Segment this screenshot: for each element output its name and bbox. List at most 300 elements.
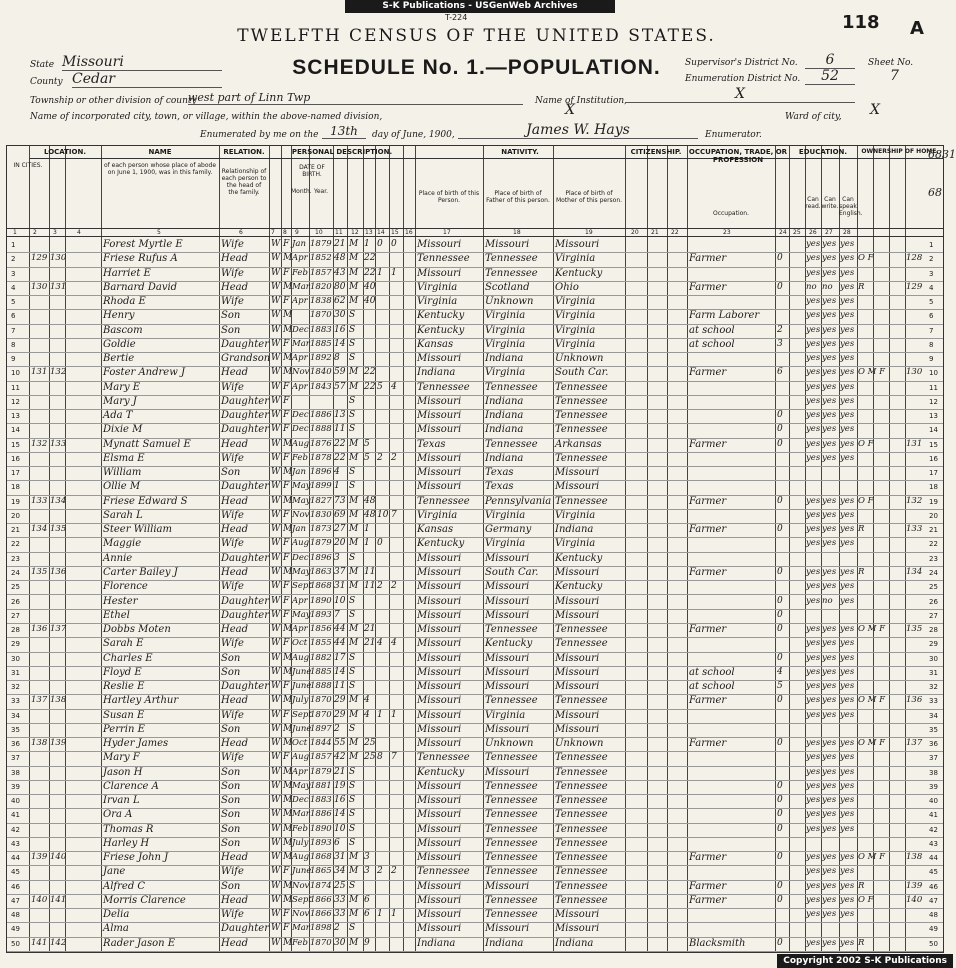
line-number: 36 [929,740,938,749]
cell-eng: yes [840,595,855,606]
enumeration-value: 52 [805,68,855,85]
column-number: 26 [809,229,817,236]
cell-rel: Son [221,780,241,792]
column-number: 20 [631,229,639,236]
cell-sex: M [283,937,293,948]
cell-year: 1878 [310,452,332,463]
cell-liv: 1 [391,267,397,278]
cell-read: yes [806,795,821,806]
cell-eng: yes [840,324,855,335]
line-number: 9 [929,355,934,364]
cell-month: Mar [292,338,310,349]
cell-sex: F [283,267,290,278]
table-row [7,409,943,424]
cell-sex: M [283,780,293,791]
cell-pob: Missouri [417,609,462,621]
cell-occ: at school [689,681,735,693]
cell-color: W [271,709,281,720]
cell-sex: M [283,837,293,848]
cell-name: Bertie [103,353,135,365]
line-number: 24 [929,568,938,577]
cell-farm: 130 [906,367,923,378]
line-number: 3 [11,269,16,278]
cell-color: W [271,452,281,463]
cell-occ: Farmer [689,367,727,379]
cell-sex: F [283,923,290,934]
cell-sex: M [283,353,293,364]
line-number: 11 [11,383,20,392]
cell-month: Feb [292,452,308,463]
cell-fam: 140 [50,852,67,863]
cell-year: 1857 [310,267,332,278]
cell-read: yes [806,310,821,321]
header-relation: RELATION. [223,148,265,156]
line-number: 41 [929,811,938,820]
cell-pobm: Tennessee [555,452,608,464]
cell-mo: 0 [777,595,783,606]
cell-rel: Head [221,438,249,450]
cell-pob: Missouri [417,638,462,650]
cell-eng: yes [840,410,855,421]
cell-pobf: Missouri [485,723,530,735]
cell-eng: yes [840,495,855,506]
cell-sex: M [283,367,293,378]
cell-write: yes [822,524,837,535]
cell-rel: Daughter [221,552,269,564]
cell-color: W [271,509,281,520]
column-number: 4 [77,229,81,236]
cell-write: yes [822,538,837,549]
column-number: 9 [295,229,299,236]
line-number: 16 [929,454,938,463]
line-number: 21 [11,526,20,535]
line-number: 25 [929,583,938,592]
cell-year: 1882 [310,652,332,663]
cell-age: 44 [334,624,346,635]
cell-color: W [271,310,281,321]
cell-farm: 133 [906,524,923,535]
cell-pob: Tennessee [417,495,470,507]
column-number: 27 [825,229,833,236]
cell-age: 43 [334,267,346,278]
cell-age: 80 [334,281,346,292]
cell-rel: Grandson [221,353,271,365]
cell-rel: Head [221,524,249,536]
cell-rel: Head [221,937,249,949]
cell-age: 14 [334,338,346,349]
cell-ch: 2 [377,581,383,592]
cell-pob: Missouri [417,424,462,436]
cell-liv: 2 [391,866,397,877]
line-number: 30 [11,654,20,663]
cell-mo: 3 [777,338,783,349]
line-number: 25 [11,583,20,592]
cell-year: 1866 [310,909,332,920]
cell-yrs: 22 [364,367,376,378]
table-row [7,537,943,552]
cell-fam: 131 [50,281,67,292]
cell-pobf: Unknown [485,738,534,750]
cell-color: W [271,823,281,834]
cell-pob: Missouri [417,267,462,279]
line-number: 39 [11,782,20,791]
table-row [7,637,943,652]
cell-ms: S [349,666,356,677]
cell-yrs: 1 [364,538,370,549]
cell-month: Oct [292,738,308,749]
table-row [7,780,943,795]
table-row [7,381,943,396]
cell-color: W [271,239,281,249]
cell-age: 8 [334,353,340,364]
table-row [7,295,943,310]
cell-name: Harriet E [103,267,151,279]
cell-pob: Tennessee [417,866,470,878]
cell-write: yes [822,338,837,349]
cell-ms: S [349,652,356,663]
cell-name: Goldie [103,338,136,350]
cell-eng: yes [840,666,855,677]
cell-ms: M [349,524,359,535]
cell-year: 1896 [310,552,332,563]
cell-pobm: Unknown [555,738,604,750]
cell-month: Dec [292,324,309,335]
cell-age: 3 [334,552,340,563]
incorporated-label: Name of incorporated city, town, or village, within the above-named division, [30,112,383,122]
line-number: 6 [11,312,16,321]
cell-color: W [271,866,281,877]
cell-yrs: 11 [364,581,376,592]
cell-pobf: Germany [485,524,532,536]
cell-occ: at school [689,338,735,350]
cell-rel: Head [221,738,249,750]
cell-ch: 1 [377,909,383,920]
line-number: 45 [11,868,20,877]
header-year: Year. [313,188,329,195]
cell-age: 29 [334,709,346,720]
cell-mo: 0 [777,823,783,834]
cell-pobm: Missouri [555,681,600,693]
cell-pobf: Virginia [485,367,526,379]
cell-read: yes [806,752,821,763]
cell-name: Ada T [103,410,133,422]
cell-month: Dec [292,424,309,435]
schedule-title: SCHEDULE No. 1.—POPULATION. [292,56,661,79]
cell-rel: Son [221,766,241,778]
line-number: 5 [929,298,934,307]
cell-yrs: 25 [364,752,376,763]
cell-ms: M [349,367,359,378]
cell-age: 73 [334,495,346,506]
cell-write: yes [822,509,837,520]
cell-write: yes [822,681,837,692]
cell-age: 2 [334,923,340,934]
cell-dw: 136 [31,624,48,635]
cell-mo: 5 [777,681,783,692]
cell-mo: 0 [777,495,783,506]
cell-pobf: Missouri [485,923,530,935]
cell-fam: 137 [50,624,67,635]
cell-ch: 0 [377,239,383,249]
cell-month: Apr [292,766,308,777]
cell-rel: Son [221,723,241,735]
cell-read: yes [806,267,821,278]
cell-color: W [271,395,281,406]
cell-pob: Kansas [417,524,454,536]
cell-read: yes [806,253,821,264]
cell-name: Reslie E [103,681,145,693]
cell-pobm: Virginia [555,324,596,336]
cell-name: Alfred C [103,880,146,892]
cell-year: 1844 [310,738,332,749]
cell-pobf: Tennessee [485,624,538,636]
cell-year: 1883 [310,324,332,335]
cell-rel: Son [221,880,241,892]
line-number: 43 [929,839,938,848]
state-label: State [30,60,55,70]
cell-ms: S [349,923,356,934]
cell-eng: yes [840,752,855,763]
cell-ms: M [349,695,359,706]
cell-pobf: Virginia [485,509,526,521]
header-in-cities: IN CITIES. [13,162,43,169]
cell-liv: 4 [391,638,397,649]
cell-fam: 139 [50,738,67,749]
cell-pobf: Virginia [485,324,526,336]
cell-sex: F [283,752,290,763]
header-education: EDUCATION. [798,148,848,156]
cell-mo: 0 [777,880,783,891]
cell-sex: M [283,281,293,292]
cell-ch: 0 [377,538,383,549]
cell-fam: 135 [50,524,67,535]
cell-year: 1881 [310,780,332,791]
cell-age: 48 [334,253,346,264]
cell-read: yes [806,638,821,649]
cell-age: 16 [334,795,346,806]
margin-note-2: 68 [928,186,942,199]
cell-yrs: 1 [364,524,370,535]
cell-pobm: Virginia [555,296,596,308]
cell-ms: M [349,866,359,877]
line-number: 50 [11,939,20,948]
cell-own: O F [858,495,874,506]
cell-pob: Virginia [417,296,458,308]
cell-eng: yes [840,367,855,378]
column-number: 5 [157,229,161,236]
table-row [7,680,943,695]
cell-read: yes [806,524,821,535]
cell-read: yes [806,566,821,577]
cell-eng: yes [840,267,855,278]
cell-yrs: 4 [364,695,370,706]
cell-read: yes [806,880,821,891]
line-number: 14 [929,426,938,435]
cell-write: yes [822,709,837,720]
cell-pobf: Tennessee [485,909,538,921]
line-number: 8 [929,340,934,349]
table-row [7,694,943,709]
cell-age: 33 [334,894,346,905]
cell-eng: yes [840,424,855,435]
table-row [7,908,943,923]
cell-yrs: 6 [364,909,370,920]
cell-pobf: Tennessee [485,894,538,906]
cell-pob: Missouri [417,652,462,664]
cell-pobf: Missouri [485,552,530,564]
cell-name: Hyder James [103,738,169,750]
line-number: 24 [11,568,20,577]
cell-sex: M [283,652,293,663]
cell-pob: Kansas [417,338,454,350]
table-row [7,324,943,339]
cell-color: W [271,624,281,635]
cell-color: W [271,880,281,891]
cell-eng: yes [840,310,855,321]
cell-ms: S [349,766,356,777]
cell-pobm: Missouri [555,666,600,678]
column-number: 13 [365,229,373,236]
line-number: 28 [11,626,20,635]
cell-pobf: Tennessee [485,780,538,792]
cell-yrs: 5 [364,452,370,463]
cell-pobm: Missouri [555,566,600,578]
cell-year: 1885 [310,666,332,677]
sheet-value: 7 [890,68,899,84]
cell-age: 62 [334,296,346,307]
cell-color: W [271,837,281,848]
cell-eng: yes [840,766,855,777]
cell-month: May [292,495,311,506]
cell-ms: M [349,239,359,249]
line-number: 9 [11,355,16,364]
cell-pobf: Missouri [485,609,530,621]
cell-name: Carter Bailey J [103,566,178,578]
cell-pobm: Missouri [555,481,600,493]
cell-age: 31 [334,581,346,592]
cell-yrs: 25 [364,738,376,749]
header-nativity: NATIVITY. [501,148,539,156]
cell-dw: 138 [31,738,48,749]
cell-year: 1843 [310,381,332,392]
cell-ms: S [349,467,356,478]
cell-month: Apr [292,381,308,392]
cell-month: Nov [292,880,310,891]
cell-ms: S [349,880,356,891]
header-month: Month. [291,188,312,195]
cell-pobm: Tennessee [555,823,608,835]
table-row [7,338,943,353]
cell-color: W [271,424,281,435]
cell-color: W [271,795,281,806]
ward-label: Ward of city, [785,112,842,122]
cell-month: Apr [292,595,308,606]
line-number: 26 [929,597,938,606]
table-row [7,666,943,681]
table-row [7,281,943,296]
enumerator-label: Enumerator. [705,130,762,140]
page-number: 118 [842,12,880,33]
sheet-label: Sheet No. [868,58,914,68]
cell-read: yes [806,353,821,364]
cell-pob: Tennessee [417,253,470,265]
cell-pob: Missouri [417,909,462,921]
cell-pobm: Tennessee [555,638,608,650]
table-row [7,395,943,410]
cell-month: May [292,566,311,577]
cell-read: yes [806,395,821,406]
cell-year: 1830 [310,509,332,520]
cell-read: no [806,281,817,292]
table-row [7,523,943,538]
cell-eng: yes [840,937,855,948]
line-number: 4 [929,283,934,292]
line-number: 32 [11,683,20,692]
cell-write: yes [822,495,837,506]
cell-pobf: Tennessee [485,752,538,764]
cell-month: Mar [292,281,310,292]
cell-yrs: 6 [364,894,370,905]
column-number: 25 [793,229,801,236]
header-personal: PERSONAL DESCRIPTION. [291,148,393,156]
enumerator-name: James W. Hays [458,122,698,139]
cell-liv: 2 [391,452,397,463]
cell-age: 30 [334,937,346,948]
cell-pob: Kentucky [417,324,465,336]
cell-pob: Missouri [417,880,462,892]
line-number: 23 [929,554,938,563]
cell-pob: Missouri [417,852,462,864]
table-row [7,509,943,524]
cell-sex: M [283,624,293,635]
cell-mo: 0 [777,624,783,635]
cell-rel: Head [221,495,249,507]
table-row [7,865,943,880]
cell-color: W [271,566,281,577]
cell-color: W [271,695,281,706]
line-number: 47 [929,896,938,905]
cell-pobf: Indiana [485,452,524,464]
cell-farm: 140 [906,894,923,905]
cell-pob: Tennessee [417,752,470,764]
cell-mo: 0 [777,253,783,264]
cell-color: W [271,738,281,749]
cell-month: June [292,666,312,677]
cell-pobf: Kentucky [485,638,533,650]
cell-pobm: Kentucky [555,581,603,593]
cell-sex: M [283,438,293,449]
line-number: 41 [11,811,20,820]
cell-pobf: Virginia [485,338,526,350]
cell-ms: M [349,752,359,763]
cell-rel: Wife [221,452,244,464]
cell-pobm: Tennessee [555,752,608,764]
cell-read: yes [806,424,821,435]
cell-rel: Son [221,809,241,821]
column-number: 28 [843,229,851,236]
cell-name: Friese Rufus A [103,253,178,265]
cell-color: W [271,281,281,292]
line-number: 27 [929,611,938,620]
cell-occ: Farmer [689,524,727,536]
cell-age: 55 [334,738,346,749]
cell-rel: Wife [221,239,244,250]
cell-name: Ollie M [103,481,141,493]
table-row [7,267,943,282]
cell-write: yes [822,780,837,791]
cell-pobf: Missouri [485,239,530,250]
cell-yrs: 40 [364,296,376,307]
